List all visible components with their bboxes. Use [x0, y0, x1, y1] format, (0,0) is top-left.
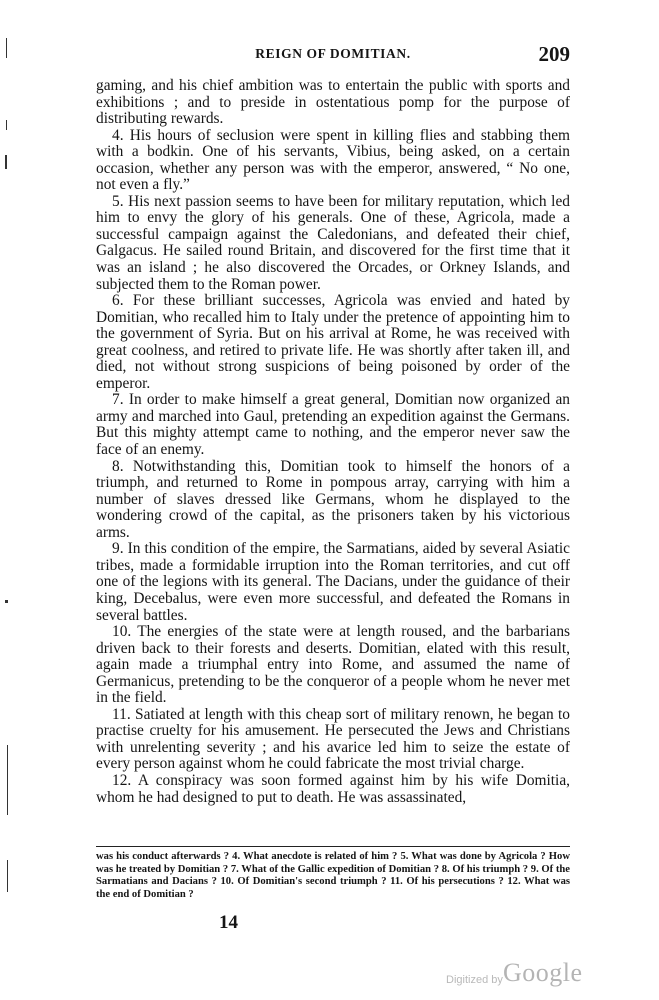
- paragraph-11: 11. Satiated at length with this cheap sort of military renown, he began to practise cruelty for his amusement. He persecuted the Jews and Christians with unrelenting severity ; and his avarice led him to seize the estate of every person against whom he could fabricate the most trivial charge.: [96, 705, 570, 773]
- scan-mark: [6, 120, 7, 130]
- paragraph-12: 12. A conspiracy was soon formed against him by his wife Domitia, whom he had designed to put to death. He was assassinated,: [96, 771, 570, 806]
- signature-mark: 14: [219, 912, 238, 933]
- paragraph-6: 6. For these brilliant successes, Agricola was envied and hated by Domitian, who recalled him to Italy under the pretence of appointing him to the government of Syria. But on his arrival at Rome, he was received with great coolness, and retired to private life. He was shortly after taken ill, and died, not without strong suspicions of being poisoned by order of the emperor.: [96, 292, 570, 392]
- google-logo: Google: [503, 958, 583, 987]
- running-header: [96, 42, 570, 70]
- running-title: REIGN OF DOMITIAN.: [255, 46, 411, 61]
- review-questions-footnote: was his conduct afterwards ? 4. What anecdote is related of him ? 5. What was done by Agricola ? How was he treated by Domitian ? 7. What of the Gallic expedition of Domitian ? 8. Of his triumph ? 9. Of the Sarmatians and Dacians ? 10. Of Domitian's second triumph ? 11. Of his persecutions ? 12. What was the end of Domitian ?: [96, 851, 570, 900]
- paragraph-continuation: gaming, and his chief ambition was to entertain the public with sports and exhibitions ; and to preside in ostentatious pomp for the purpose of distributing rewards.: [96, 77, 570, 128]
- scan-mark: [7, 745, 8, 815]
- scan-mark: [5, 155, 7, 169]
- paragraph-7: 7. In order to make himself a great general, Domitian now organized an army and marched into Gaul, pretending an expedition against the Germans. But this mighty attempt came to nothing, and the emperor never saw the face of an enemy.: [96, 391, 570, 459]
- page-number: 209: [538, 42, 570, 66]
- paragraph-5: 5. His next passion seems to have been for military reputation, which led him to envy the glory of his generals. One of these, Agricola, made a successful campaign against the Caledonians, and defeated their chief, Galgacus. He sailed round Britain, and discovered for the first time that it was an island ; he also discovered the Orcades, or Orkney Islands, and subjected them to the Roman power.: [96, 192, 570, 293]
- footnote-divider: [96, 846, 570, 847]
- paragraph-9: 9. In this condition of the empire, the Sarmatians, aided by several Asiatic tribes, made a formidable irruption into the Roman territories, and cut off one of the legions with its general. The Dacians, under the guidance of their king, Decebalus, were even more successful, and defeated the Romans in several battles.: [96, 540, 570, 624]
- scan-mark: [5, 600, 8, 603]
- watermark-caption: Digitized by: [446, 974, 503, 986]
- scan-mark: [7, 860, 8, 892]
- paragraph-8: 8. Notwithstanding this, Domitian took to himself the honors of a triumph, and returned to Rome in pompous array, carrying with him a number of slaves dressed like Germans, whom he displayed to the wondering crowd of the capital, as the prisoners taken by his victorious arms.: [96, 457, 570, 541]
- body-text: [96, 78, 570, 806]
- paragraph-10: 10. The energies of the state were at length roused, and the barbarians driven back to their forests and deserts. Domitian, elated with this result, again made a triumphal entry into Rome, and assumed the name of Germanicus, pretending to be the conqueror of a people whom he never met in the field.: [96, 623, 570, 707]
- paragraph-4: 4. His hours of seclusion were spent in killing flies and stabbing them with a bodkin. One of his servants, Vibius, being asked, on a certain occasion, whether any person was with the emperor, answered, “ No one, not even a fly.”: [96, 126, 570, 194]
- scan-mark: [6, 38, 7, 58]
